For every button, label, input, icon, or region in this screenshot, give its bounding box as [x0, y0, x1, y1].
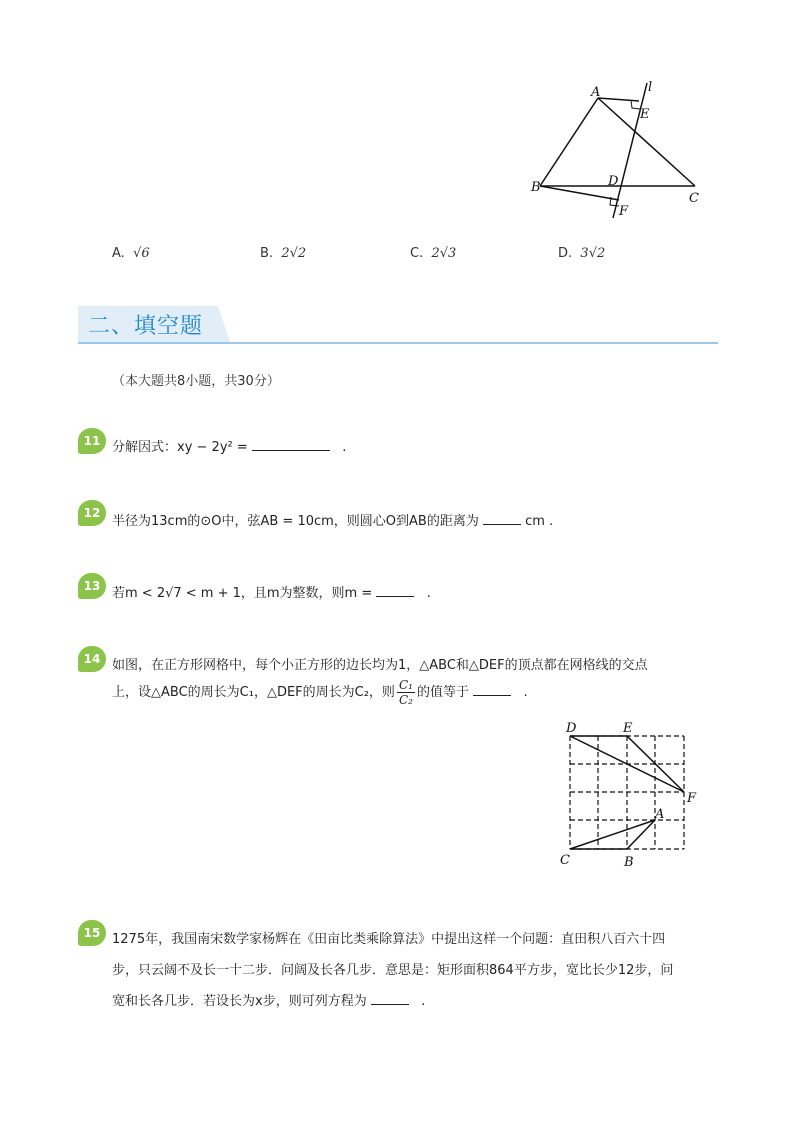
grid-figure — [556, 718, 706, 870]
triangle-figure — [525, 78, 715, 228]
label-B: B — [531, 180, 541, 195]
choice-b: B. 2√2 — [260, 246, 307, 261]
section-note: （本大题共8小题，共30分） — [112, 374, 280, 389]
label-E: E — [640, 107, 650, 122]
label-D: D — [608, 174, 619, 189]
label-F: F — [619, 204, 629, 219]
section-title: 二、填空题 — [88, 314, 204, 339]
grid-label-F: F — [687, 791, 697, 806]
answer-blank-14[interactable] — [473, 683, 511, 696]
grid-label-D: D — [566, 721, 577, 736]
label-A: A — [591, 85, 601, 100]
question-number-14: 14 — [78, 646, 106, 672]
question-number-13: 13 — [78, 573, 106, 599]
choice-c: C. 2√3 — [410, 246, 457, 261]
answer-blank-12[interactable] — [483, 512, 521, 525]
choice-d: D. 3√2 — [558, 246, 606, 261]
perimeter-ratio-fraction: $\frac{\text{C₁}}{\text{C₂}}$ — [398, 678, 413, 707]
question-12-text: 半径为13cm的⊙O中，弦AB = 10cm，则圆心O到AB的距离为 cm . — [112, 514, 554, 529]
answer-blank-11[interactable] — [252, 438, 330, 451]
question-14-line1: 如图，在正方形网格中，每个小正方形的边长均为1，△ABC和△DEF的顶点都在网格线的交点 — [112, 658, 648, 673]
answer-blank-13[interactable] — [376, 584, 414, 597]
label-l: l — [648, 80, 653, 95]
question-number-12: 12 — [78, 500, 106, 526]
question-13-text: 若m < 2√7 < m + 1，且m为整数，则m = . — [112, 586, 431, 601]
label-C: C — [689, 191, 699, 206]
question-number-11: 11 — [78, 428, 106, 454]
question-15-line1: 1275年，我国南宋数学家杨辉在《田亩比类乘除算法》中提出这样一个问题：直田积八百六十四 — [112, 932, 666, 947]
question-11-text: 分解因式：xy − 2y² = . — [112, 440, 347, 455]
question-number-15: 15 — [78, 920, 106, 946]
grid-label-B: B — [624, 855, 634, 870]
grid-label-C: C — [560, 853, 570, 868]
choice-a: A. √6 — [112, 246, 150, 261]
question-15-line2: 步，只云阔不及长一十二步．问阔及长各几步．意思是：矩形面积864平方步，宽比长少12步，问 — [112, 963, 674, 978]
grid-label-A: A — [655, 807, 665, 822]
question-14-line2: 上，设△ABC的周长为C₁，△DEF的周长为C₂，则 $\frac{\text{C₁}}{\text{C₂}}$ 的值等于 . — [112, 678, 528, 707]
question-15-line3: 宽和长各几步．若设长为x步，则可列方程为 . — [112, 994, 426, 1009]
answer-blank-15[interactable] — [371, 992, 409, 1005]
grid-label-E: E — [623, 721, 633, 736]
